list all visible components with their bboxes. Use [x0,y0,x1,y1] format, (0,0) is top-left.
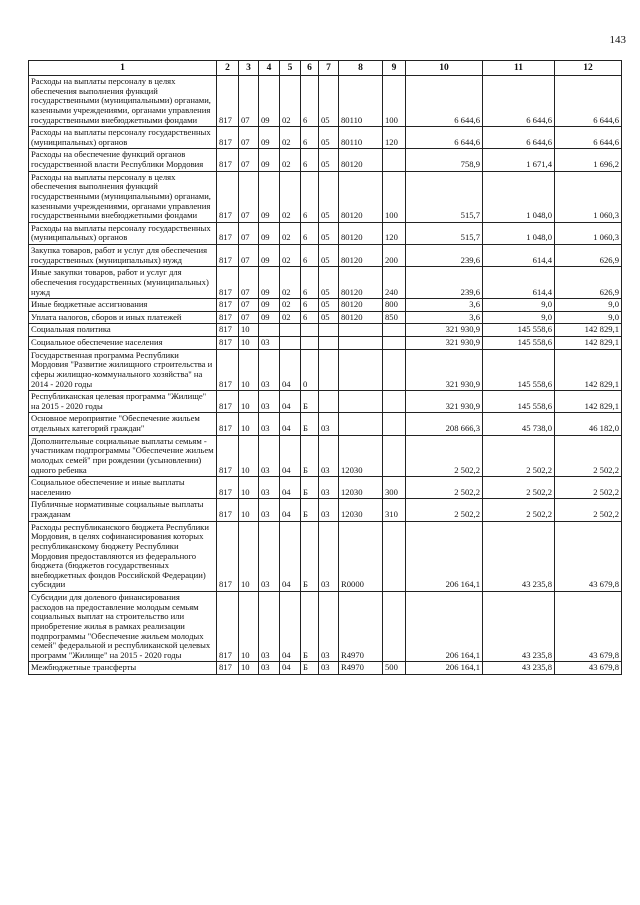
cell-col-2: 817 [217,413,239,435]
cell-col-9: 800 [383,299,406,312]
cell-col-11: 2 502,2 [483,499,555,521]
table-row [29,349,622,391]
cell-col-9 [383,391,406,413]
row-label: Уплата налогов, сборов и иных платежей [29,311,217,324]
column-header-6: 6 [301,61,319,76]
cell-col-7 [319,324,339,337]
cell-col-8: 80120 [339,267,383,299]
cell-col-8: 80120 [339,311,383,324]
cell-col-11: 145 558,6 [483,391,555,413]
row-label: Социальная политика [29,324,217,337]
row-label: Публичные нормативные социальные выплаты гражданам [29,499,217,521]
table-row [29,299,622,312]
cell-col-10: 321 930,9 [406,324,483,337]
cell-col-9: 120 [383,127,406,149]
cell-col-3: 10 [239,477,259,499]
cell-col-6: 6 [301,171,319,222]
cell-col-12: 2 502,2 [555,477,622,499]
cell-col-10: 6 644,6 [406,76,483,127]
cell-col-8: 80110 [339,76,383,127]
cell-col-9 [383,349,406,391]
cell-col-10: 515,7 [406,222,483,244]
row-label: Республиканская целевая программа "Жилище" на 2015 - 2020 годы [29,391,217,413]
cell-col-3: 10 [239,592,259,662]
cell-col-10: 2 502,2 [406,435,483,477]
cell-col-7 [319,349,339,391]
cell-col-6: 6 [301,149,319,171]
cell-col-9 [383,149,406,171]
table-row [29,149,622,171]
cell-col-4: 09 [259,267,280,299]
cell-col-5: 04 [280,592,301,662]
cell-col-2: 817 [217,324,239,337]
table-row [29,521,622,591]
cell-col-5: 04 [280,435,301,477]
cell-col-8: 80120 [339,149,383,171]
cell-col-10: 758,9 [406,149,483,171]
cell-col-3: 10 [239,337,259,350]
cell-col-8: 80120 [339,222,383,244]
cell-col-5: 02 [280,222,301,244]
cell-col-9 [383,521,406,591]
cell-col-10: 515,7 [406,171,483,222]
table-row [29,127,622,149]
cell-col-9: 500 [383,662,406,675]
cell-col-8: R0000 [339,521,383,591]
cell-col-11: 145 558,6 [483,324,555,337]
cell-col-8 [339,324,383,337]
cell-col-4: 09 [259,149,280,171]
cell-col-4: 03 [259,349,280,391]
cell-col-10: 206 164,1 [406,521,483,591]
cell-col-2: 817 [217,337,239,350]
table-row [29,391,622,413]
cell-col-12: 9,0 [555,299,622,312]
cell-col-11: 9,0 [483,299,555,312]
cell-col-3: 10 [239,499,259,521]
cell-col-10: 206 164,1 [406,592,483,662]
cell-col-4: 09 [259,311,280,324]
cell-col-7: 03 [319,477,339,499]
row-label: Закупка товаров, работ и услуг для обеспечения государственных (муниципальных) нужд [29,245,217,267]
cell-col-6: Б [301,391,319,413]
table-row [29,311,622,324]
cell-col-3: 10 [239,662,259,675]
cell-col-7: 05 [319,245,339,267]
cell-col-5: 02 [280,267,301,299]
cell-col-4: 03 [259,499,280,521]
cell-col-6: 6 [301,222,319,244]
cell-col-4: 03 [259,413,280,435]
cell-col-9: 200 [383,245,406,267]
cell-col-2: 817 [217,245,239,267]
cell-col-10: 239,6 [406,267,483,299]
cell-col-9 [383,337,406,350]
cell-col-10: 2 502,2 [406,499,483,521]
cell-col-6: 6 [301,311,319,324]
cell-col-5: 04 [280,662,301,675]
cell-col-9 [383,324,406,337]
cell-col-6: 0 [301,349,319,391]
cell-col-2: 817 [217,76,239,127]
cell-col-2: 817 [217,499,239,521]
cell-col-8 [339,337,383,350]
cell-col-6: 6 [301,76,319,127]
cell-col-12: 1 060,3 [555,222,622,244]
cell-col-2: 817 [217,222,239,244]
cell-col-12: 1 060,3 [555,171,622,222]
cell-col-3: 07 [239,299,259,312]
cell-col-12: 2 502,2 [555,499,622,521]
row-label: Расходы на выплаты персоналу государственных (муниципальных) органов [29,127,217,149]
row-label: Дополнительные социальные выплаты семьям - участникам подпрограммы "Обеспечение жильем молодых семей" при рождении (усыновлении) одного ребенка [29,435,217,477]
cell-col-3: 10 [239,521,259,591]
cell-col-12: 142 829,1 [555,337,622,350]
cell-col-6: 6 [301,127,319,149]
cell-col-10: 239,6 [406,245,483,267]
cell-col-4: 09 [259,127,280,149]
cell-col-8: R4970 [339,662,383,675]
column-header-11: 11 [483,61,555,76]
cell-col-9: 100 [383,76,406,127]
cell-col-8 [339,391,383,413]
cell-col-6: Б [301,592,319,662]
row-label: Основное мероприятие "Обеспечение жильем отдельных категорий граждан" [29,413,217,435]
cell-col-2: 817 [217,592,239,662]
table-row [29,413,622,435]
column-header-8: 8 [339,61,383,76]
cell-col-3: 07 [239,127,259,149]
cell-col-7: 03 [319,592,339,662]
cell-col-8 [339,413,383,435]
cell-col-3: 07 [239,245,259,267]
table-row [29,435,622,477]
cell-col-5: 02 [280,299,301,312]
cell-col-11: 614,4 [483,245,555,267]
cell-col-10: 3,6 [406,299,483,312]
cell-col-11: 1 048,0 [483,222,555,244]
cell-col-7: 05 [319,299,339,312]
table-row [29,477,622,499]
table-row [29,76,622,127]
cell-col-4: 03 [259,477,280,499]
cell-col-2: 817 [217,267,239,299]
row-label: Социальное обеспечение населения [29,337,217,350]
column-header-9: 9 [383,61,406,76]
cell-col-12: 142 829,1 [555,391,622,413]
cell-col-3: 10 [239,413,259,435]
cell-col-5: 04 [280,391,301,413]
cell-col-6: 6 [301,267,319,299]
column-header-4: 4 [259,61,280,76]
row-label: Межбюджетные трансферты [29,662,217,675]
cell-col-9 [383,435,406,477]
cell-col-9: 300 [383,477,406,499]
cell-col-12: 142 829,1 [555,324,622,337]
cell-col-3: 07 [239,76,259,127]
row-label: Расходы республиканского бюджета Республики Мордовия, в целях софинансирования которых республиканскому бюджету Республики Мордовия предоставляются из федерального бюджета (бюджетов государственных внебюджетных фондов Российской Федерации) субсидии [29,521,217,591]
cell-col-4: 03 [259,337,280,350]
cell-col-2: 817 [217,349,239,391]
cell-col-8: 12030 [339,435,383,477]
cell-col-7: 03 [319,662,339,675]
cell-col-4: 09 [259,76,280,127]
cell-col-5: 04 [280,499,301,521]
cell-col-4: 09 [259,245,280,267]
cell-col-11: 6 644,6 [483,127,555,149]
cell-col-9: 240 [383,267,406,299]
cell-col-3: 10 [239,435,259,477]
cell-col-2: 817 [217,391,239,413]
table-row [29,267,622,299]
table-body [29,76,622,675]
cell-col-3: 10 [239,324,259,337]
cell-col-5: 04 [280,413,301,435]
cell-col-8: 80110 [339,127,383,149]
cell-col-7: 05 [319,76,339,127]
cell-col-7: 05 [319,311,339,324]
cell-col-11: 43 235,8 [483,521,555,591]
column-header-7: 7 [319,61,339,76]
cell-col-11: 9,0 [483,311,555,324]
cell-col-4: 03 [259,662,280,675]
cell-col-11: 1 671,4 [483,149,555,171]
cell-col-12: 142 829,1 [555,349,622,391]
column-header-2: 2 [217,61,239,76]
cell-col-7: 05 [319,127,339,149]
cell-col-3: 07 [239,267,259,299]
cell-col-12: 46 182,0 [555,413,622,435]
cell-col-9: 310 [383,499,406,521]
cell-col-10: 321 930,9 [406,391,483,413]
cell-col-2: 817 [217,435,239,477]
cell-col-3: 07 [239,171,259,222]
row-label: Иные закупки товаров, работ и услуг для обеспечения государственных (муниципальных) нужд [29,267,217,299]
cell-col-7: 03 [319,413,339,435]
cell-col-9 [383,413,406,435]
row-label: Расходы на выплаты персоналу в целях обеспечения выполнения функций государственными (муниципальными) органами, казенными учреждениями, органами управления государственными внебюджетными фондами [29,76,217,127]
cell-col-5: 02 [280,311,301,324]
cell-col-6: Б [301,435,319,477]
cell-col-3: 07 [239,222,259,244]
table-row [29,662,622,675]
cell-col-2: 817 [217,477,239,499]
cell-col-11: 2 502,2 [483,477,555,499]
row-label: Расходы на выплаты персоналу государственных (муниципальных) органов [29,222,217,244]
cell-col-11: 43 235,8 [483,592,555,662]
cell-col-5 [280,337,301,350]
page-number: 143 [609,34,626,46]
cell-col-11: 6 644,6 [483,76,555,127]
cell-col-12: 9,0 [555,311,622,324]
cell-col-8: 80120 [339,245,383,267]
cell-col-7: 03 [319,499,339,521]
cell-col-5: 02 [280,76,301,127]
cell-col-12: 626,9 [555,245,622,267]
cell-col-6: Б [301,662,319,675]
cell-col-2: 817 [217,662,239,675]
cell-col-7: 03 [319,435,339,477]
column-header-1: 1 [29,61,217,76]
cell-col-5: 04 [280,477,301,499]
row-label: Расходы на выплаты персоналу в целях обеспечения выполнения функций государственными (муниципальными) органами, казенными учреждениями, органами управления государственными внебюджетными фондами [29,171,217,222]
cell-col-12: 6 644,6 [555,127,622,149]
cell-col-5: 04 [280,521,301,591]
cell-col-3: 07 [239,311,259,324]
column-header-12: 12 [555,61,622,76]
cell-col-11: 614,4 [483,267,555,299]
cell-col-12: 43 679,8 [555,592,622,662]
cell-col-10: 3,6 [406,311,483,324]
header-row [29,61,622,76]
cell-col-7 [319,391,339,413]
cell-col-11: 2 502,2 [483,435,555,477]
cell-col-7: 05 [319,222,339,244]
table-row [29,499,622,521]
budget-table [28,60,622,675]
cell-col-2: 817 [217,171,239,222]
cell-col-2: 817 [217,311,239,324]
cell-col-7 [319,337,339,350]
table-row [29,222,622,244]
cell-col-2: 817 [217,127,239,149]
cell-col-7: 05 [319,149,339,171]
cell-col-12: 43 679,8 [555,521,622,591]
cell-col-8: R4970 [339,592,383,662]
table-row [29,245,622,267]
cell-col-4 [259,324,280,337]
cell-col-10: 321 930,9 [406,337,483,350]
cell-col-4: 09 [259,171,280,222]
cell-col-5 [280,324,301,337]
cell-col-8 [339,349,383,391]
cell-col-3: 07 [239,149,259,171]
cell-col-8: 80120 [339,171,383,222]
column-header-10: 10 [406,61,483,76]
cell-col-2: 817 [217,521,239,591]
table-row [29,324,622,337]
cell-col-7: 05 [319,171,339,222]
cell-col-12: 626,9 [555,267,622,299]
cell-col-5: 02 [280,149,301,171]
cell-col-11: 45 738,0 [483,413,555,435]
cell-col-9: 100 [383,171,406,222]
cell-col-8: 12030 [339,477,383,499]
cell-col-6: Б [301,413,319,435]
cell-col-4: 03 [259,592,280,662]
cell-col-4: 09 [259,222,280,244]
cell-col-4: 09 [259,299,280,312]
cell-col-4: 03 [259,391,280,413]
cell-col-6: 6 [301,245,319,267]
cell-col-9: 850 [383,311,406,324]
cell-col-4: 03 [259,521,280,591]
cell-col-9: 120 [383,222,406,244]
cell-col-6: Б [301,499,319,521]
cell-col-10: 321 930,9 [406,349,483,391]
cell-col-11: 43 235,8 [483,662,555,675]
cell-col-12: 1 696,2 [555,149,622,171]
cell-col-8: 80120 [339,299,383,312]
cell-col-10: 2 502,2 [406,477,483,499]
cell-col-7: 05 [319,267,339,299]
cell-col-9 [383,592,406,662]
cell-col-11: 145 558,6 [483,349,555,391]
cell-col-6 [301,324,319,337]
cell-col-10: 208 666,3 [406,413,483,435]
row-label: Иные бюджетные ассигнования [29,299,217,312]
cell-col-2: 817 [217,299,239,312]
cell-col-12: 2 502,2 [555,435,622,477]
cell-col-5: 04 [280,349,301,391]
row-label: Социальное обеспечение и иные выплаты населению [29,477,217,499]
row-label: Государственная программа Республики Мордовия "Развитие жилищного строительства и сферы жилищно-коммунального хозяйства" на 2014 - 2020 годы [29,349,217,391]
row-label: Расходы на обеспечение функций органов государственной власти Республики Мордовия [29,149,217,171]
column-header-3: 3 [239,61,259,76]
cell-col-12: 6 644,6 [555,76,622,127]
cell-col-3: 10 [239,391,259,413]
cell-col-8: 12030 [339,499,383,521]
cell-col-11: 1 048,0 [483,171,555,222]
cell-col-6: Б [301,477,319,499]
cell-col-5: 02 [280,127,301,149]
cell-col-10: 6 644,6 [406,127,483,149]
row-label: Субсидии для долевого финансирования расходов на предоставление молодым семьям социальных выплат на строительство или приобретение жилья в рамках реализации подпрограммы "Обеспечение жильем молодых семей" федеральной и республиканской целевых программ "Жилище" на 2015 - 2020 годы [29,592,217,662]
table-row [29,337,622,350]
table-row [29,171,622,222]
cell-col-10: 206 164,1 [406,662,483,675]
cell-col-11: 145 558,6 [483,337,555,350]
cell-col-6: 6 [301,299,319,312]
cell-col-2: 817 [217,149,239,171]
cell-col-5: 02 [280,171,301,222]
cell-col-4: 03 [259,435,280,477]
cell-col-7: 03 [319,521,339,591]
cell-col-3: 10 [239,349,259,391]
cell-col-6 [301,337,319,350]
column-header-5: 5 [280,61,301,76]
cell-col-6: Б [301,521,319,591]
cell-col-12: 43 679,8 [555,662,622,675]
cell-col-5: 02 [280,245,301,267]
table-row [29,592,622,662]
